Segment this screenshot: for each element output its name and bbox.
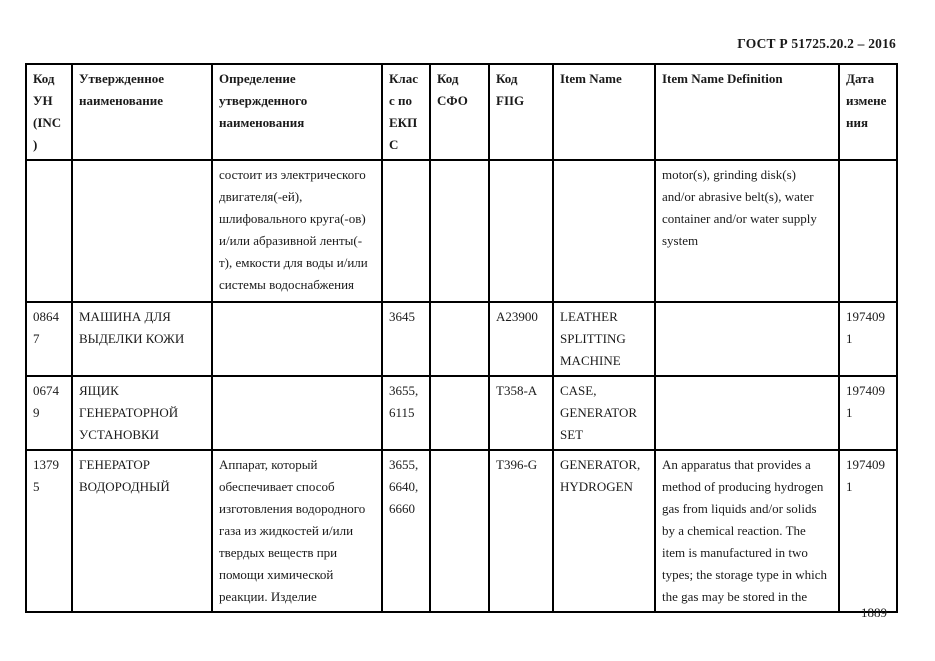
column-header-item: Item Name [553,64,655,160]
cell-fiig: T396-G [489,450,553,612]
cell-def_ru: состоит из электрического двигателя(-ей), шлифовального круга(-ов) и/или абразивной ленты(-т), емкости для воды и/или системы водоснабжения [212,160,382,302]
cell-fiig: T358-A [489,376,553,450]
table-row [26,302,897,376]
column-header-name: Утвержденное наименование [72,64,212,160]
classification-table [25,63,898,613]
cell-inc [26,160,72,302]
column-header-inc: Код УН (INC) [26,64,72,160]
cell-name: ГЕНЕРАТОР ВОДОРОДНЫЙ [72,450,212,612]
cell-item: LEATHER SPLITTING MACHINE [553,302,655,376]
cell-date: 1974091 [839,450,897,612]
header-row [26,64,897,160]
cell-item: CASE, GENERATOR SET [553,376,655,450]
cell-def_ru [212,376,382,450]
cell-sfo [430,450,489,612]
cell-item_def: An apparatus that provides a method of producing hydrogen gas from liquids and/or solids by a chemical reaction. The item is manufactured in two types; the storage type in which the gas may be stored in the [655,450,839,612]
standard-number: ГОСТ Р 51725.20.2 – 2016 [737,36,896,51]
cell-inc: 06749 [26,376,72,450]
cell-sfo [430,302,489,376]
page-number: 1889 [861,605,887,620]
column-header-ekps: Класс по ЕКПС [382,64,430,160]
table-row [26,160,897,302]
column-header-sfo: Код СФО [430,64,489,160]
column-header-fiig: Код FIIG [489,64,553,160]
cell-date: 1974091 [839,302,897,376]
cell-item [553,160,655,302]
table-row [26,376,897,450]
cell-ekps: 3655, 6115 [382,376,430,450]
cell-name [72,160,212,302]
cell-ekps: 3645 [382,302,430,376]
cell-inc: 08647 [26,302,72,376]
cell-date [839,160,897,302]
cell-fiig: A23900 [489,302,553,376]
cell-ekps: 3655, 6640, 6660 [382,450,430,612]
page-footer [25,605,887,621]
table-row [26,450,897,612]
column-header-date: Дата изменения [839,64,897,160]
cell-date: 1974091 [839,376,897,450]
cell-sfo [430,160,489,302]
cell-ekps [382,160,430,302]
cell-fiig [489,160,553,302]
table-body [26,160,897,612]
column-header-def_ru: Определение утвержденного наименования [212,64,382,160]
table-head [26,64,897,160]
doc-header [25,36,896,52]
cell-item_def [655,376,839,450]
cell-name: ЯЩИК ГЕНЕРАТОРНОЙ УСТАНОВКИ [72,376,212,450]
cell-sfo [430,376,489,450]
cell-def_ru [212,302,382,376]
column-header-item_def: Item Name Definition [655,64,839,160]
cell-def_ru: Аппарат, который обеспечивает способ изготовления водородного газа из жидкостей и/или твердых веществ при помощи химической реакции. Изделие [212,450,382,612]
cell-item_def [655,302,839,376]
cell-item_def: motor(s), grinding disk(s) and/or abrasive belt(s), water container and/or water supply system [655,160,839,302]
cell-inc: 13795 [26,450,72,612]
cell-item: GENERATOR, HYDROGEN [553,450,655,612]
cell-name: МАШИНА ДЛЯ ВЫДЕЛКИ КОЖИ [72,302,212,376]
